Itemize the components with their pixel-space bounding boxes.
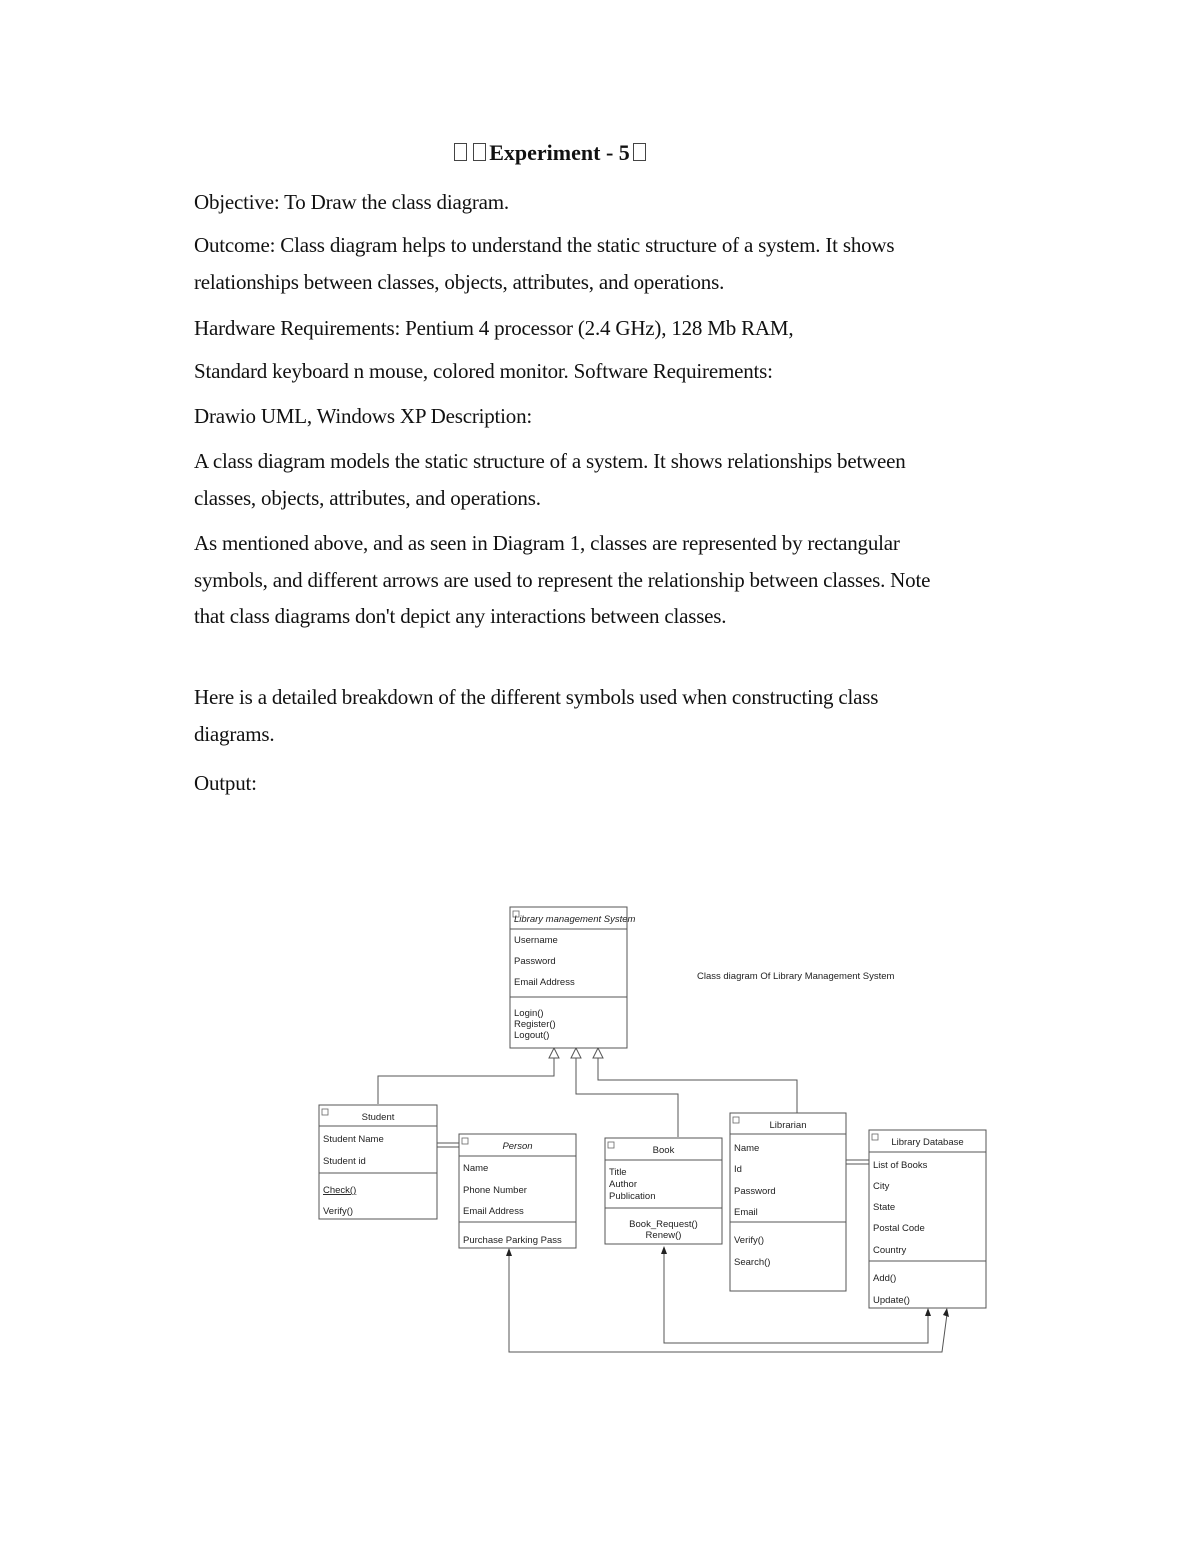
class-attribute: List of Books	[873, 1160, 928, 1171]
class-attribute: Id	[734, 1164, 742, 1175]
class-attribute: Author	[609, 1179, 637, 1190]
class-attribute: Title	[609, 1167, 627, 1178]
class-attribute: State	[873, 1202, 896, 1213]
class-operation: Renew()	[645, 1230, 682, 1241]
outcome-text: Outcome: Class diagram helps to understand the static structure of a system. It shows relationships between classes, objects, attributes, and operations.	[194, 233, 895, 294]
class-db	[869, 1130, 986, 1308]
class-name: Library management System	[514, 914, 636, 925]
class-attribute: Student id	[323, 1156, 366, 1167]
class-operation: Register()	[514, 1019, 556, 1030]
class-person	[459, 1134, 576, 1248]
description-text: A class diagram models the static structure of a system. It shows relationships between classes, objects, attributes, and operations.	[194, 449, 906, 510]
class-attribute: Name	[734, 1143, 760, 1154]
class-librarian	[730, 1113, 846, 1291]
class-lms	[510, 907, 636, 1048]
class-name: Book	[652, 1145, 675, 1156]
class-attribute: Password	[734, 1186, 776, 1197]
class-attribute: Username	[514, 935, 558, 946]
symbols-explanation-text: As mentioned above, and as seen in Diagram 1, classes are represented by rectangular symbols, and different arrows are used to represent the relationship between classes. Note that class diagrams don't depict any interactions between classes.	[194, 531, 931, 628]
software-text: Drawio UML, Windows XP Description:	[194, 404, 533, 428]
class-name: Library Database	[891, 1137, 964, 1148]
class-attribute: Email	[734, 1207, 758, 1218]
standard-devices-text: Standard keyboard n mouse, colored monitor. Software Requirements:	[194, 359, 773, 383]
class-attribute: Email Address	[463, 1206, 524, 1217]
class-attribute: Publication	[609, 1191, 656, 1202]
class-operation: Search()	[734, 1257, 771, 1268]
class-attribute: Email Address	[514, 977, 575, 988]
class-operation: Logout()	[514, 1030, 550, 1041]
class-name: Student	[361, 1112, 395, 1123]
class-attribute: City	[873, 1181, 890, 1192]
class-attribute: Country	[873, 1245, 907, 1256]
generalization-arrowheads	[549, 1048, 603, 1058]
document-title-text: Experiment - 5	[489, 140, 630, 165]
class-attribute: Phone Number	[463, 1185, 527, 1196]
class-operation: Login()	[514, 1008, 544, 1019]
uml-classes	[319, 907, 986, 1308]
class-book	[605, 1138, 722, 1244]
output-label: Output:	[194, 771, 257, 795]
class-attribute: Postal Code	[873, 1223, 925, 1234]
class-operation: Verify()	[734, 1235, 765, 1246]
breakdown-text: Here is a detailed breakdown of the different symbols used when constructing class diagrams.	[194, 685, 879, 746]
class-operation: Purchase Parking Pass	[463, 1235, 562, 1246]
objective-text: Objective: To Draw the class diagram.	[194, 190, 509, 214]
class-name: Librarian	[769, 1120, 807, 1131]
class-operation: Add()	[873, 1273, 897, 1284]
class-attribute: Name	[463, 1163, 489, 1174]
class-student	[319, 1105, 437, 1219]
class-name: Person	[502, 1141, 533, 1152]
diagram-caption: Class diagram Of Library Management System	[697, 971, 895, 982]
class-operation: Check()	[323, 1185, 357, 1196]
hardware-requirements-text: Hardware Requirements: Pentium 4 processor (2.4 GHz), 128 Mb RAM,	[194, 316, 794, 340]
class-operation: Update()	[873, 1295, 910, 1306]
class-attribute: Student Name	[323, 1134, 384, 1145]
class-operation: Verify()	[323, 1206, 354, 1217]
class-operation: Book_Request()	[629, 1219, 698, 1230]
class-attribute: Password	[514, 956, 556, 967]
